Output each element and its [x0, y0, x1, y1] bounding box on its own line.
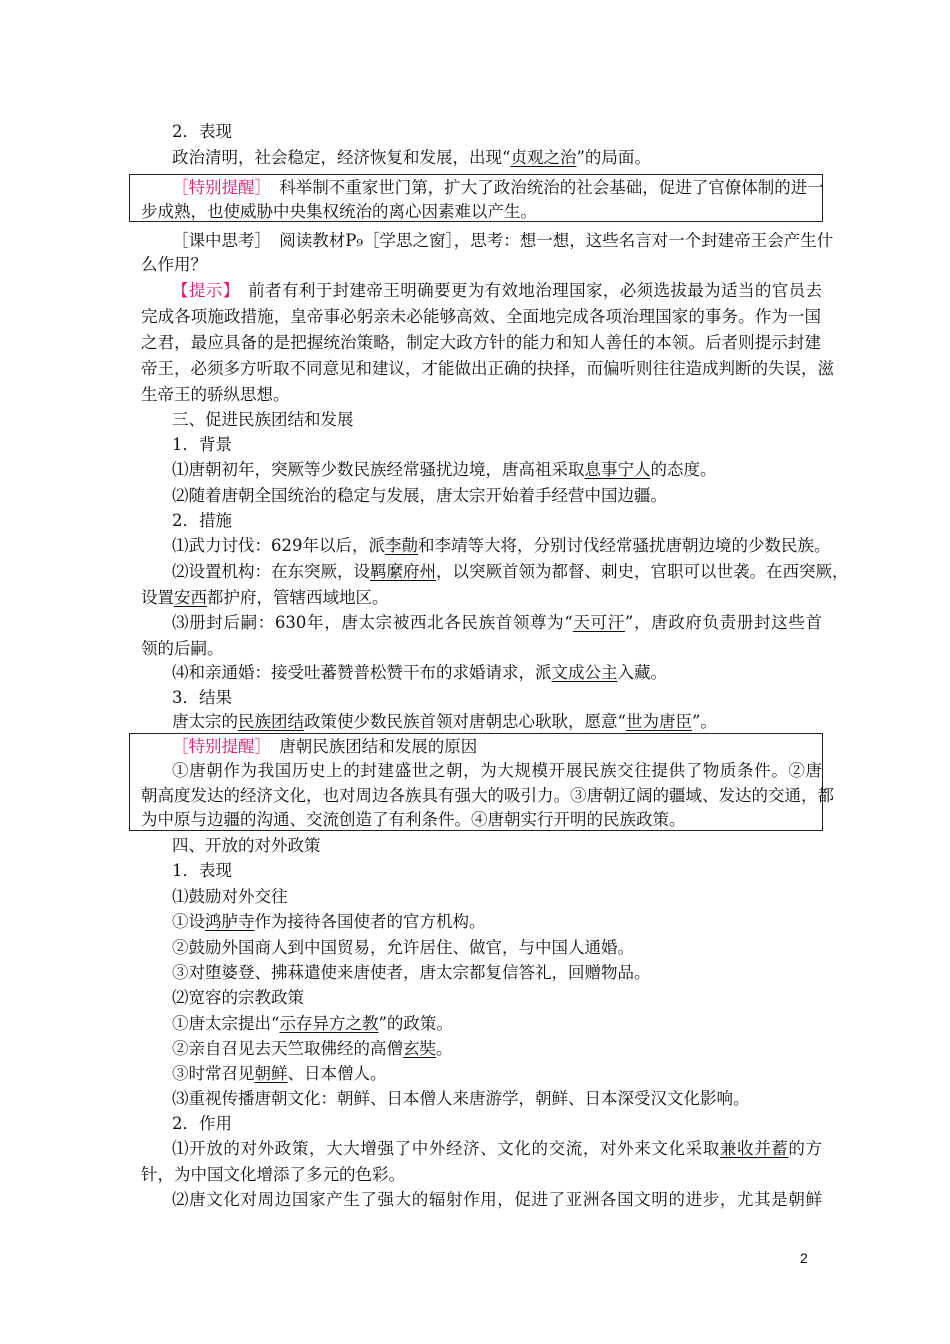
paragraph-line: 唐太宗的民族团结政策使少数民族首领对唐朝忠心耿耿，愿意“世为唐臣”。	[172, 712, 717, 731]
special-note-line: 朝高度发达的经济文化，也对周边各族具有强大的吸引力。③唐朝辽阔的疆域、发达的交通，都	[141, 786, 834, 805]
paragraph-line: ②亲自召见去天竺取佛经的高僧玄奘。	[172, 1039, 453, 1058]
key-term: 民族团结	[238, 712, 304, 731]
special-note-label: ［特别提醒］	[172, 737, 263, 756]
paragraph-line: ⑴鼓励对外交往	[172, 887, 288, 906]
paragraph-line: 设置安西都护府，管辖西域地区。	[141, 588, 389, 607]
special-note-line: ①唐朝作为我国历史上的封建盛世之朝，为大规模开展民族交往提供了物质条件。②唐	[172, 761, 822, 780]
key-term: 安西	[174, 588, 207, 607]
page-number: 2	[800, 1250, 808, 1266]
key-term: 鸿胪寺	[205, 912, 255, 931]
paragraph-line: ③对堕婆登、拂菻遣使来唐使者，唐太宗都复信答礼，回赠物品。	[172, 963, 651, 982]
special-note-line: 为中原与边疆的沟通、交流创造了有利条件。④唐朝实行开明的民族政策。	[141, 810, 686, 829]
key-term: 朝鲜	[254, 1064, 288, 1083]
paragraph-line: ③时常召见朝鲜、日本僧人。	[172, 1064, 387, 1083]
key-term: 羁縻府州	[370, 562, 436, 581]
key-term: 天可汗	[572, 613, 625, 632]
key-term: 贞观之治	[510, 148, 577, 167]
key-term: 息事宁人	[584, 460, 651, 479]
section-heading-3: 三、促进民族团结和发展	[172, 410, 354, 429]
key-term: 示存异方之教	[279, 1014, 379, 1033]
subheading-background: 1．背景	[172, 435, 232, 454]
paragraph-line: ⑶册封后嗣：630年，唐太宗被西北各民族首领尊为“天可汗”，唐政府负责册封这些首	[172, 613, 822, 632]
paragraph-line: ⑵设置机构：在东突厥，设羁縻府州，以突厥首领为都督、刺史，官职可以世袭。在西突厥，	[172, 562, 849, 581]
paragraph-line: ①唐太宗提出“示存异方之教”的政策。	[172, 1014, 453, 1033]
paragraph-line: 领的后嗣。	[141, 639, 224, 658]
paragraph-line: 针，为中国文化增添了多元的色彩。	[141, 1165, 405, 1184]
hint-line: 之君，最应具备的是把握统治策略，制定大政方针的能力和知人善任的本领。后者则提示封建	[141, 333, 821, 352]
hint-line: 生帝王的骄纵思想。	[141, 385, 290, 404]
hint-line: 完成各项施政措施，皇帝事必躬亲未必能够高效、全面地完成各项治理国家的事务。作为一国	[141, 307, 821, 326]
key-term: 世为唐臣	[625, 712, 692, 731]
paragraph-line: ⑵随着唐朝全国统治的稳定与发展，唐太宗开始着手经营中国边疆。	[172, 486, 667, 505]
paragraph-line: ①设鸿胪寺作为接待各国使者的官方机构。	[172, 912, 486, 931]
subheading-performance: 1．表现	[172, 861, 232, 880]
paragraph-line: ⑷和亲通婚：接受吐蕃赞普松赞干布的求婚请求，派文成公主入藏。	[172, 663, 667, 682]
paragraph-line: ⑶重视传播唐朝文化：朝鲜、日本僧人来唐游学，朝鲜、日本深受汉文化影响。	[172, 1089, 750, 1108]
hint-line: 【提示】 前者有利于封建帝王明确要更为有效地治理国家，必须选拔最为适当的官员去	[172, 281, 823, 300]
subheading-effect: 2．作用	[172, 1114, 232, 1133]
hint-label: 【提示】	[172, 281, 232, 300]
special-note-line: ［特别提醒］ 科举制不重家世门第，扩大了政治统治的社会基础，促进了官僚体制的进一	[172, 178, 824, 197]
classroom-thinking-line: ［课中思考］ 阅读教材P₉［学思之窗］，思考：想一想，这些名言对一个封建帝王会产生什	[172, 231, 834, 250]
classroom-thinking-line: 么作用？	[141, 255, 207, 274]
special-note-line: ［特别提醒］ 唐朝民族团结和发展的原因	[172, 737, 478, 756]
paragraph-line: ②鼓励外国商人到中国贸易，允许居住、做官，与中国人通婚。	[172, 938, 634, 957]
heading-performance: 2．表现	[172, 122, 232, 141]
subheading-result: 3．结果	[172, 688, 232, 707]
key-term: 李勣	[385, 536, 418, 555]
key-term: 文成公主	[551, 663, 618, 682]
paragraph-line: ⑴唐朝初年，突厥等少数民族经常骚扰边境，唐高祖采取息事宁人的态度。	[172, 460, 717, 479]
special-note-line: 步成熟，也使威胁中央集权统治的离心因素难以产生。	[141, 202, 537, 221]
section-heading-4: 四、开放的对外政策	[172, 836, 321, 855]
paragraph-line: ⑵唐文化对周边国家产生了强大的辐射作用，促进了亚洲各国文明的进步，尤其是朝鲜	[172, 1190, 822, 1209]
key-term: 玄奘	[403, 1039, 436, 1058]
paragraph-line: 政治清明，社会稳定，经济恢复和发展，出现“贞观之治”的局面。	[172, 148, 651, 167]
paragraph-line: ⑵宽容的宗教政策	[172, 988, 304, 1007]
key-term: 兼收并蓄	[719, 1139, 789, 1158]
special-note-label: ［特别提醒］	[172, 178, 263, 197]
paragraph-line: ⑴武力讨伐：629年以后，派李勣和李靖等大将，分别讨伐经常骚扰唐朝边境的少数民族。	[172, 536, 831, 555]
subheading-measures: 2．措施	[172, 511, 232, 530]
paragraph-line: ⑴开放的对外政策，大大增强了中外经济、文化的交流，对外来文化采取兼收并蓄的方	[172, 1139, 823, 1158]
hint-line: 帝王，必须多方听取不同意见和建议，才能做出正确的抉择，而偏听则往往造成判断的失误，滋	[141, 359, 834, 378]
